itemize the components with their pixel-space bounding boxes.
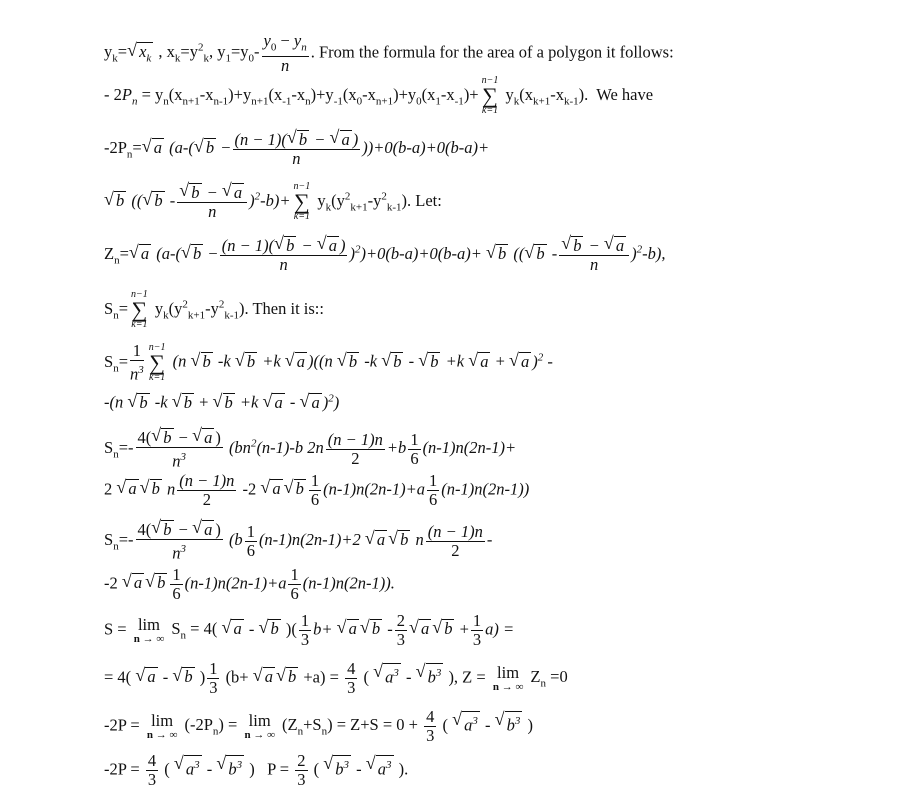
formula-line-3: $-2P_n=√$ a (a-(√ b − $\frac{(n - 1)(√ b - √ a )}{n}$ ))+0(b-a)+0(b-a)+ [104, 130, 489, 168]
formula-line-12: -2 √ a√ b $\frac{1}{6}$ (n-1)n(2n-1)+a $\frac{1}{6}$ (n-1)n(2n-1)). [104, 566, 395, 603]
formula-line-15: -2P = lim n → ∞ $(-2P_n)$ = lim n → ∞ $(Z_n+S_n) = Z+S = 0$ + $\frac{4}{3}$ ( √ $a^3$ - √ $b^3$ ) [104, 708, 533, 745]
formula-line-6: $S_n=$ n−1 ∑ k=1 $y_k(y^2_{k+1}-y^2_{k-1})$. Then it is:: [104, 289, 324, 330]
formula-line-13: S = lim n → ∞ $S_n = 4$( √ a - √ b )( $\frac{1}{3}$ b+ √ a√ b - $\frac{2}{3}$ √ a√ b + $\frac{1}{3}$ a) = [104, 612, 514, 649]
formula-line-10: 2 √ a√ b n $\frac{(n - 1)n}{2}$ -2 √ a√ b $\frac{1}{6}$ (n-1)n(2n-1)+a $\frac{1}{6}$ (n-1)n(2n-1)) [104, 472, 529, 509]
formula-line-1: $y_k=√$ $x_k$ , $x_k=y^2_k$, $y_1=y_0-$ $\frac{y_0 - y_n}{n}$ . From the formula for the area of a polygon it follows: [104, 32, 674, 75]
formula-line-9: $S_n=-$ $\frac{4(√ b - √ a )}{n^3}$ ($bn^2(n-1)-b$ 2n $\frac{(n - 1)n}{2}$ +b $\frac{1}{6}$ (n-1)n(2n-1)+ [104, 428, 516, 471]
formula-line-14: = 4( √ a - √ b ) $\frac{1}{3}$ (b+ √ a√ b +a) = $\frac{4}{3}$ ( √ $a^3$ - √ $b^3$ ), Z = lim n → ∞ $Z_n =0$ [104, 660, 568, 697]
formula-line-2: - $2P_n = y_n(x_{n+1}-x_{n-1})+y_{n+1}(x_{-1}-x_n)+y_{-1}(x_0-x_{n+1})+y_0(x_1-x_{-1})+$ n−1 ∑ k=1 $y_k(x_{k+1}-x_{k-1})$. We have [104, 75, 654, 116]
formula-line-16: -2P = $\frac{4}{3}$ ( √ $a^3$ - √ $b^3$ ) P = $\frac{2}{3}$ ( √ $b^3$ - √ $a^3$ ). [104, 752, 408, 789]
formula-line-7: $S_n=$ $\frac{1}{n^3}$ n−1 ∑ k=1 (n √ b -k √ b +k √ a )((n √ b -k √ b - √ b +k √ a + √ a )$^2$ - [104, 342, 553, 384]
formula-line-4: √ b ((√ b - √ $\frac{b - √ a}{n}$ )$^2$-b)+ n−1 ∑ k=1 $y_k(y^2_{k+1}-y^2_{k-1})$. Let: [104, 182, 442, 222]
formula-line-11: $S_n=-$ $\frac{4(√ b - √ a )}{n^3}$ (b $\frac{1}{6}$ (n-1)n(2n-1)+2 √ a√ b n $\frac{(n - 1)n}{2}$ - [104, 520, 492, 563]
formula-line-5: $Z_n=√$ a (a-(√ b − $\frac{(n - 1)(√ b - √ a )}{n}$ )$^2$)+0(b-a)+0(b-a)+ √ b ((√ b - √ $\frac{b - √ a}{n}$ )$^2$-b), [104, 236, 665, 274]
formula-line-8: -(n √ b -k √ b + √ b +k √ a - √ a )$^2$) [104, 388, 339, 413]
text-l1-tail: . From the formula for the area of a polygon it follows: [310, 42, 674, 62]
